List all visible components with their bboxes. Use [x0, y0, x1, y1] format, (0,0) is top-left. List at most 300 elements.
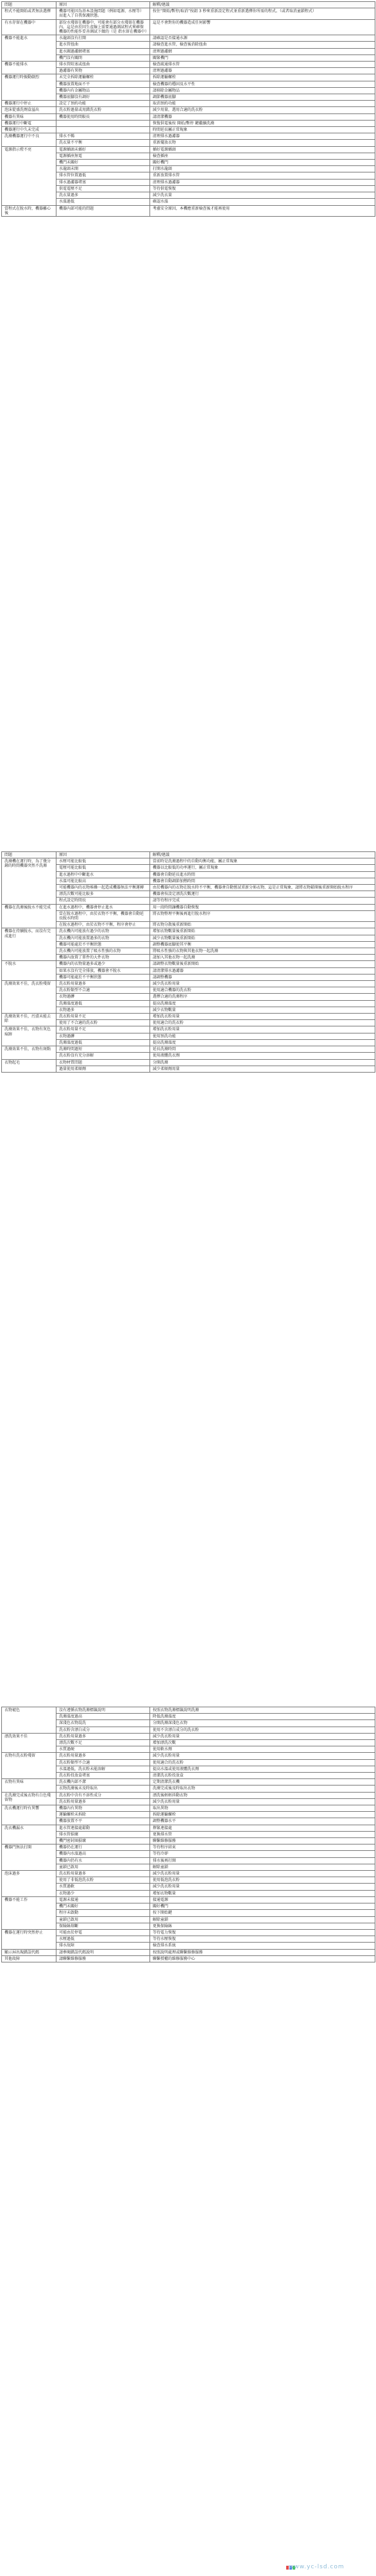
- cause-cell: 洗衣粉用量過多: [56, 1733, 150, 1739]
- solution-cell: 提高水溫或使用液體洗衣劑: [150, 1766, 375, 1772]
- cause-cell: [56, 120, 150, 126]
- solution-cell: 使用適合的洗衣粉: [150, 1020, 375, 1026]
- solution-cell: 關緊機門: [150, 54, 375, 61]
- solution-cell: 清潔洗衣粉投放盒: [150, 1773, 375, 1779]
- cause-cell: 設定了預約功能: [56, 101, 150, 107]
- table-row: [2, 185, 375, 192]
- table-row: [2, 74, 375, 81]
- solution-cell: 增加洗衣粉用量: [150, 1014, 375, 1020]
- cause-cell: 在進水過程中，機器會停止進水: [56, 904, 150, 910]
- solution-cell: 分開洗滌深淺色衣物: [150, 1720, 375, 1727]
- cause-cell: 進水管連接處鬆動: [56, 1825, 150, 1831]
- solution-cell: 減少用量，選用合適的洗衣粉: [150, 107, 375, 113]
- problem-cell: 顯示屏出現錯誤代碼: [2, 1949, 56, 1955]
- cause-cell: 供電電壓不足: [56, 185, 150, 192]
- table-row: [2, 205, 375, 216]
- cause-cell: 洗衣量不平衡: [56, 140, 150, 146]
- problem-cell: 洗滌效果不佳，衣物有灰色痕跡: [2, 1026, 56, 1046]
- cause-cell: 機器可能因為基本設施問題（例如電源、水壓等）而進入了自我保護狀態。: [56, 8, 150, 19]
- table-row: [2, 1831, 375, 1837]
- problem-cell: 機器在持續脫水，而沒有完成進行: [2, 928, 56, 961]
- cause-cell: 保險絲熔斷: [56, 1923, 150, 1929]
- solution-cell: 洗滌完成後及時取出衣物: [150, 1786, 375, 1792]
- table-row: [2, 955, 375, 961]
- cause-cell: 如果水沒有完全排放，機器會不脫水: [56, 967, 150, 974]
- cause-cell: 水質過軟: [56, 1884, 150, 1890]
- solution-cell: 當前時是洗滌過程中的自動均衡功能，屬正常現象: [150, 858, 375, 865]
- solution-cell: 拆除運輸螺栓: [150, 74, 375, 81]
- problem-cell: 洗滌效果不佳，洗衣粉殘留: [2, 981, 56, 1014]
- solution-cell: 這是不會對你的機器造成任何影響: [150, 19, 375, 35]
- solution-cell: 使用液體洗衣劑: [150, 1053, 375, 1059]
- cause-cell: 衣物過髒: [56, 1033, 150, 1039]
- table-row: [2, 885, 375, 891]
- cause-cell: 機門未關好: [56, 160, 150, 166]
- cause-cell: 洗衣粉中含有不溶性成分: [56, 1792, 150, 1798]
- cause-cell: 過濾器有異物: [56, 68, 150, 74]
- problem-cell: 衣物有異味: [2, 1779, 56, 1792]
- table-row: [2, 62, 375, 68]
- table-row: [2, 948, 375, 955]
- problem-cell: 機器不能排水: [2, 62, 56, 74]
- table-row: [2, 35, 375, 42]
- solution-cell: 按下開始鍵: [150, 1910, 375, 1916]
- solution-cell: 請清潔機器: [150, 113, 375, 120]
- table-row: [2, 910, 375, 921]
- cause-cell: 排水管損壞: [56, 1831, 150, 1837]
- cause-cell: 機器放置不平: [56, 1818, 150, 1825]
- solution-cell: 增加洗衣粉用量: [150, 1026, 375, 1033]
- solution-cell: 減少洗衣粉用量: [150, 1753, 375, 1759]
- cause-cell: 洗衣粉過量或用錯洗衣粉: [56, 107, 150, 113]
- cause-cell: 洗衣粉用量過多: [56, 1871, 150, 1877]
- cause-cell: 排水過濾器堵塞: [56, 179, 150, 185]
- solution-cell: 請調整衣物數量後重新開始: [150, 961, 375, 967]
- problem-cell: 洗滌效果不佳，衣物有斑點: [2, 1046, 56, 1059]
- problem-cell: 機器不能進水: [2, 35, 56, 62]
- cause-cell: 程序未啟動: [56, 1910, 150, 1916]
- cause-cell: 洗衣機內可能放置過多的衣物: [56, 935, 150, 941]
- problem-cell: 當程式在脫水時，機器離心後: [2, 205, 56, 216]
- table-row: [2, 865, 375, 871]
- table-row: [2, 994, 375, 1000]
- watermark-text: www.yc-lsd.com: [289, 2564, 345, 2570]
- cause-cell: 機器內有金屬物品: [56, 87, 150, 94]
- header-problem: 問題: [2, 852, 56, 858]
- solution-cell: 等待供電恢復: [150, 185, 375, 192]
- table-row: [2, 1779, 375, 1786]
- solution-cell: 調節機器底腳: [150, 94, 375, 101]
- cause-cell: 請聯繫維修服務: [56, 1955, 150, 1962]
- table-row: [2, 1955, 375, 1962]
- header-solution: 解釋/建議: [150, 2, 375, 8]
- solution-cell: 檢查機器的穩固及水平性: [150, 81, 375, 87]
- problem-cell: 機器門無法打開: [2, 1844, 56, 1871]
- header-cause: 原因: [56, 852, 150, 858]
- solution-cell: 機器會按設定漂洗次數運行: [150, 891, 375, 898]
- table-row: [2, 1759, 375, 1766]
- solution-cell: 使用不含漂白成分的洗衣粉: [150, 1727, 375, 1733]
- table-row: [2, 1910, 375, 1916]
- table-row: [2, 1943, 375, 1949]
- solution-cell: 時間延長屬正常現象: [150, 127, 375, 133]
- problem-cell: 在洗滌完成後衣物有白色殘留物: [2, 1792, 56, 1805]
- solution-cell: 插好電源插頭: [150, 146, 375, 153]
- cause-cell: 機器底腳沒有調好: [56, 94, 150, 101]
- solution-cell: 減少洗衣粉用量: [150, 1871, 375, 1877]
- problem-cell: 機器運行中斷電: [2, 120, 56, 126]
- cause-cell: 水龍頭沒有打開: [56, 35, 150, 42]
- cause-cell: 未完全拆除運輸螺栓: [56, 74, 150, 81]
- solution-cell: 解除童鎖: [150, 1916, 375, 1923]
- solution-cell: 機器會自動延長進水時間: [150, 871, 375, 878]
- cause-cell: 洗衣粉用量不足: [56, 1014, 150, 1020]
- solution-cell: 檢查插座: [150, 153, 375, 159]
- cause-cell: 機門沒有關閉: [56, 54, 150, 61]
- solution-cell: 增加衣物數量: [150, 1890, 375, 1896]
- solution-cell: 將吸水性強的衣物與其他衣物一起洗滌: [150, 948, 375, 955]
- solution-cell: 使用適合的洗衣粉: [150, 1759, 375, 1766]
- table-row: [2, 967, 375, 974]
- solution-cell: 減少洗衣粉用量: [150, 1733, 375, 1739]
- troubleshooting-table-1: [1, 1, 375, 217]
- solution-cell: 請加入其他衣物一起洗滌: [150, 955, 375, 961]
- table-row: [2, 1066, 375, 1072]
- cause-cell: 程式設定時間長: [56, 898, 150, 904]
- table-row: [2, 1798, 375, 1805]
- table-row: [2, 891, 375, 898]
- table-row: [2, 107, 375, 113]
- solution-cell: 機器以比較低的功率運行，屬正常現象: [150, 865, 375, 871]
- table-row: [2, 1766, 375, 1772]
- solution-cell: 請移除金屬物品: [150, 87, 375, 94]
- solution-cell: 重新放置排水管: [150, 172, 375, 179]
- problem-cell: 機器運行時振動劇烈: [2, 74, 56, 101]
- solution-cell: 清理過濾器: [150, 68, 375, 74]
- table-row: [2, 1746, 375, 1753]
- solution-cell: 清理排水過濾器: [150, 133, 375, 140]
- header-problem: 問題: [2, 2, 56, 8]
- cause-cell: 進水閥過濾網堵塞: [56, 48, 150, 54]
- problem-cell: 機器在運行時突然停止: [2, 1929, 56, 1949]
- table-row: [2, 1916, 375, 1923]
- problem-cell: 洗滌機在運行時，為了幾分鐘的時間機器突然不洗滌: [2, 858, 56, 904]
- table-row: [2, 94, 375, 101]
- table-row: [2, 1053, 375, 1059]
- cause-cell: 可能由於停電: [56, 1929, 150, 1936]
- solution-cell: 減少洗衣粉用量: [150, 1884, 375, 1890]
- problem-cell: 衣物有洗衣粉殘留: [2, 1753, 56, 1779]
- cause-cell: 機器放置地面不平: [56, 81, 150, 87]
- cause-cell: 洗滌溫度過低: [56, 1039, 150, 1046]
- cause-cell: 洗衣粉用量過多: [56, 981, 150, 987]
- solution-cell: 按住“開始/暫停/取消”按鈕 3 秒來重新設定程式並重新選擇你所需的程式。（或者取消童鎖程式）: [150, 8, 375, 19]
- table-row: [2, 127, 375, 133]
- solution-cell: 使用低泡洗衣粉: [150, 1877, 375, 1884]
- solution-cell: 等待水壓恢復: [150, 1936, 375, 1943]
- solution-cell: 恢復供電後按 開始/暫停 鍵繼續洗滌: [150, 120, 375, 126]
- cause-cell: 機門密封圈損壞: [56, 1838, 150, 1844]
- cause-cell: 排水不暢: [56, 133, 150, 140]
- table-row: [2, 1059, 375, 1066]
- table-row: [2, 1740, 375, 1746]
- table-row: [2, 1753, 375, 1759]
- table-row: [2, 1720, 375, 1727]
- solution-cell: 由於機器內的衣物在脫水時不平衡，機器會自動嘗試重新分佈衣物，這是正常現象，請將衣物鬆開後重新開始脫水程序: [150, 885, 375, 891]
- table-header-row: [2, 2, 375, 8]
- table-row: [2, 1851, 375, 1857]
- cause-cell: 機器仍在運行: [56, 1844, 150, 1851]
- cause-cell: 洗衣粉投放盒堵塞: [56, 1773, 150, 1779]
- table-row: [2, 1903, 375, 1910]
- cause-cell: 衣物材質問題: [56, 1059, 150, 1066]
- solution-cell: 增加衣物數量後重新開始: [150, 928, 375, 935]
- table-row: [2, 941, 375, 948]
- table-row: [2, 1949, 375, 1955]
- table-row: [2, 974, 375, 980]
- table-row: [2, 987, 375, 994]
- solution-cell: 等待電力恢復: [150, 1929, 375, 1936]
- table-row: [2, 101, 375, 107]
- table-row: [2, 1714, 375, 1720]
- solution-cell: 關好機門: [150, 160, 375, 166]
- cause-cell: 洗衣機內可能放置了吸水性強的衣物: [56, 948, 150, 955]
- solution-cell: 拆除運輸螺栓: [150, 1812, 375, 1818]
- cause-cell: 洗衣粉含漂白成分: [56, 1727, 150, 1733]
- cause-cell: 洗衣粉用量過多: [56, 1798, 150, 1805]
- solution-cell: 打開水龍頭: [150, 166, 375, 172]
- solution-cell: 減少衣物數量後重新開始: [150, 935, 375, 941]
- solution-cell: 關好機門: [150, 1903, 375, 1910]
- problem-cell: 漂洗效果不佳: [2, 1733, 56, 1753]
- header-solution: 解釋/建議: [150, 852, 375, 858]
- problem-cell: 泡沫從盛洗劑盒溢出: [2, 107, 56, 113]
- solution-cell: 接通電源: [150, 1896, 375, 1903]
- table-row: [2, 1000, 375, 1007]
- cause-cell: 沒有遵循衣物洗滌標籤說明: [56, 1707, 150, 1714]
- solution-cell: 更換排水管: [150, 1831, 375, 1837]
- table-row: [2, 113, 375, 120]
- cause-cell: 機器內部可能的問題: [56, 205, 150, 216]
- troubleshooting-table-3: [1, 1707, 375, 1962]
- problem-cell: 泡沫過多: [2, 1871, 56, 1897]
- table-row: [2, 140, 375, 146]
- cause-cell: 水溫過低: [56, 199, 150, 205]
- solution-cell: 延長洗滌時間: [150, 1046, 375, 1053]
- table-row: [2, 8, 375, 19]
- cause-cell: 運輸螺栓未拆除: [56, 1812, 150, 1818]
- header-cause: 原因: [56, 2, 150, 8]
- cause-cell: 洗滌時間過短: [56, 1046, 150, 1053]
- cause-cell: 機器內有異物: [56, 1805, 150, 1812]
- solution-cell: 擰緊連接處: [150, 1825, 375, 1831]
- cause-cell: 機器可能處於不平衡狀態: [56, 941, 150, 948]
- cause-cell: 使用了不合適的洗衣粉: [56, 1020, 150, 1026]
- solution-cell: 請等待程序完成: [150, 898, 375, 904]
- table-row: [2, 133, 375, 140]
- cause-cell: 童鎖已啟用: [56, 1916, 150, 1923]
- cause-cell: 電源未接通: [56, 1896, 150, 1903]
- solution-cell: 用一段時間讓機器自動恢復: [150, 904, 375, 910]
- solution-cell: 檢查疏通排水管: [150, 62, 375, 68]
- cause-cell: 洗衣粉用量過多: [56, 1753, 150, 1759]
- cause-cell: 排水管阻塞或扭曲: [56, 62, 150, 68]
- table-row: [2, 54, 375, 61]
- table-row: [2, 160, 375, 166]
- table-row: [2, 961, 375, 967]
- table-row: [2, 68, 375, 74]
- problem-cell: 程式不能開始或者無法選擇: [2, 8, 56, 19]
- table-row: [2, 19, 375, 35]
- table-row: [2, 120, 375, 126]
- solution-cell: 等待冷卻: [150, 1851, 375, 1857]
- cause-cell: 童鎖已啟用: [56, 1864, 150, 1870]
- table-row: [2, 1020, 375, 1026]
- cause-cell: 水溫過低，洗衣粉未能溶解: [56, 1766, 150, 1772]
- table-row: [2, 1707, 375, 1714]
- table-row: [2, 1786, 375, 1792]
- table-row: [2, 1792, 375, 1798]
- solution-cell: 將衣物整理平衡後再進行脫水程序: [150, 910, 375, 921]
- solution-cell: 將衣物分散後重新開始: [150, 922, 375, 928]
- solution-cell: 定期清潔洗衣機: [150, 1779, 375, 1786]
- problem-cell: 洗衣機運行時有異響: [2, 1805, 56, 1825]
- solution-cell: 請清潔排水過濾器: [150, 967, 375, 974]
- cause-cell: 衣物過髒: [56, 994, 150, 1000]
- cause-cell: 衣物過少: [56, 1890, 150, 1896]
- cause-cell: 機器內的衣物量過多或過少: [56, 961, 150, 967]
- table-row: [2, 146, 375, 153]
- cause-cell: 衣物過多: [56, 1007, 150, 1013]
- table-row: [2, 1844, 375, 1851]
- cause-cell: 過量使用柔順劑: [56, 1066, 150, 1072]
- table-row: [2, 1033, 375, 1039]
- solution-cell: 減少洗衣量: [150, 192, 375, 199]
- table-row: [2, 1026, 375, 1033]
- cause-cell: 水龍頭未開: [56, 166, 150, 172]
- table-row: [2, 858, 375, 865]
- cause-cell: 機器使用時間較長: [56, 113, 150, 120]
- table-row: [2, 1039, 375, 1046]
- table-row: [2, 898, 375, 904]
- cause-cell: 在脫水過程中，由於衣物不平衡，程序會停止: [56, 922, 150, 928]
- table-row: [2, 87, 375, 94]
- solution-cell: 減少衣物數量: [150, 1007, 375, 1013]
- table-row: [2, 1877, 375, 1884]
- cause-cell: 機器內仍有水: [56, 1857, 150, 1864]
- table-row: [2, 1818, 375, 1825]
- solution-cell: 取出異物: [150, 1805, 375, 1812]
- cause-cell: 水質過硬: [56, 1746, 150, 1753]
- cause-cell: 進水過程中中斷進水: [56, 871, 150, 878]
- cause-cell: 機器可能處於不平衡狀態: [56, 974, 150, 980]
- problem-cell: 衣物褪色: [2, 1707, 56, 1734]
- cause-cell: 使用了非低泡洗衣粉: [56, 1877, 150, 1884]
- solution-cell: 降低洗滌溫度: [150, 1714, 375, 1720]
- cause-cell: 機門未關好: [56, 1903, 150, 1910]
- problem-cell: 洗滌效果不佳，污漬未能去除: [2, 1014, 56, 1026]
- solution-cell: 使用軟水劑: [150, 1746, 375, 1753]
- table-row: [2, 1923, 375, 1929]
- table-row: [2, 981, 375, 987]
- solution-cell: 聯繫授權的維修服務中心: [150, 1955, 375, 1962]
- cause-cell: 請參閱錯誤代碼說明: [56, 1949, 150, 1955]
- problem-cell: 機器運行中停止: [2, 101, 56, 107]
- table-row: [2, 166, 375, 172]
- solution-cell: 按照說明處理或聯繫維修服務: [150, 1949, 375, 1955]
- solution-cell: 減少柔順劑用量: [150, 1066, 375, 1072]
- table-row: [2, 935, 375, 941]
- solution-cell: 使用預洗功能: [150, 1033, 375, 1039]
- cause-cell: 進水管扭曲: [56, 42, 150, 48]
- table-row: [2, 1884, 375, 1890]
- solution-cell: 使用適合機器的洗衣粉: [150, 987, 375, 994]
- table-row: [2, 871, 375, 878]
- table-row: [2, 42, 375, 48]
- cause-cell: 深淺色衣物混洗: [56, 1720, 150, 1727]
- table-row: [2, 1046, 375, 1053]
- cause-cell: [56, 127, 150, 133]
- cause-cell: 排水故障: [56, 1943, 150, 1949]
- cause-cell: 水溫可能比較高: [56, 878, 150, 884]
- solution-cell: 等待程序結束: [150, 1844, 375, 1851]
- troubleshooting-table-2: [1, 851, 375, 1073]
- solution-cell: 重新擺放衣物: [150, 140, 375, 146]
- cause-cell: 機器內放置了單件的大件衣物: [56, 955, 150, 961]
- table-row: [2, 172, 375, 179]
- problem-cell: 衣物起毛: [2, 1059, 56, 1072]
- solution-cell: 增加漂洗次數: [150, 1740, 375, 1746]
- table-row: [2, 1890, 375, 1896]
- solution-cell: 清理過濾網: [150, 48, 375, 54]
- table-row: [2, 1896, 375, 1903]
- solution-cell: 按照衣物洗滌標籤說明洗滌: [150, 1707, 375, 1714]
- problem-cell: 機器有異味: [2, 113, 56, 120]
- solution-cell: 請檢查進水管，檢查後消除扭曲: [150, 42, 375, 48]
- solution-cell: 提高洗滌溫度: [150, 1000, 375, 1007]
- cause-cell: 水壓過低: [56, 1936, 150, 1943]
- solution-cell: 機器會自動調節加熱時間: [150, 878, 375, 884]
- cause-cell: 洗衣粉沒有充分溶解: [56, 1053, 150, 1059]
- cause-cell: 洗衣粉用量不足: [56, 1026, 150, 1033]
- solution-cell: 請確認是否接通水源: [150, 35, 375, 42]
- table-row: [2, 192, 375, 199]
- table-row: [2, 153, 375, 159]
- problem-cell: 機器不能工作: [2, 1896, 56, 1929]
- problem-cell: 洗滌機器運行中不良: [2, 133, 56, 146]
- solution-cell: 考慮安全原因，本機應重新檢查後才能再使用: [150, 205, 375, 216]
- cause-cell: 水壓可能比較低: [56, 858, 150, 865]
- cause-cell: 衣物洗滌後未及時取出: [56, 1786, 150, 1792]
- cause-cell: 洗衣機內可能放有過少的衣物: [56, 928, 150, 935]
- table-body: [2, 8, 375, 217]
- table-row: [2, 179, 375, 185]
- table-row: [2, 1805, 375, 1812]
- solution-cell: 確認水溫: [150, 199, 375, 205]
- table-header-row: [2, 852, 375, 858]
- table-row: [2, 1773, 375, 1779]
- solution-cell: 調整機器水平: [150, 1818, 375, 1825]
- solution-cell: 聯繫維修服務: [150, 1838, 375, 1844]
- table-row: [2, 904, 375, 910]
- solution-cell: 檢查排水系統: [150, 1943, 375, 1949]
- table-row: [2, 1929, 375, 1936]
- solution-cell: 排水後再打開: [150, 1857, 375, 1864]
- table-row: [2, 928, 375, 935]
- cause-cell: 洗滌溫度過高: [56, 1714, 150, 1720]
- problem-cell: 不脫水: [2, 961, 56, 981]
- cause-cell: 可能機器內的衣物堆疊一起造成機器無法平衡運轉: [56, 885, 150, 891]
